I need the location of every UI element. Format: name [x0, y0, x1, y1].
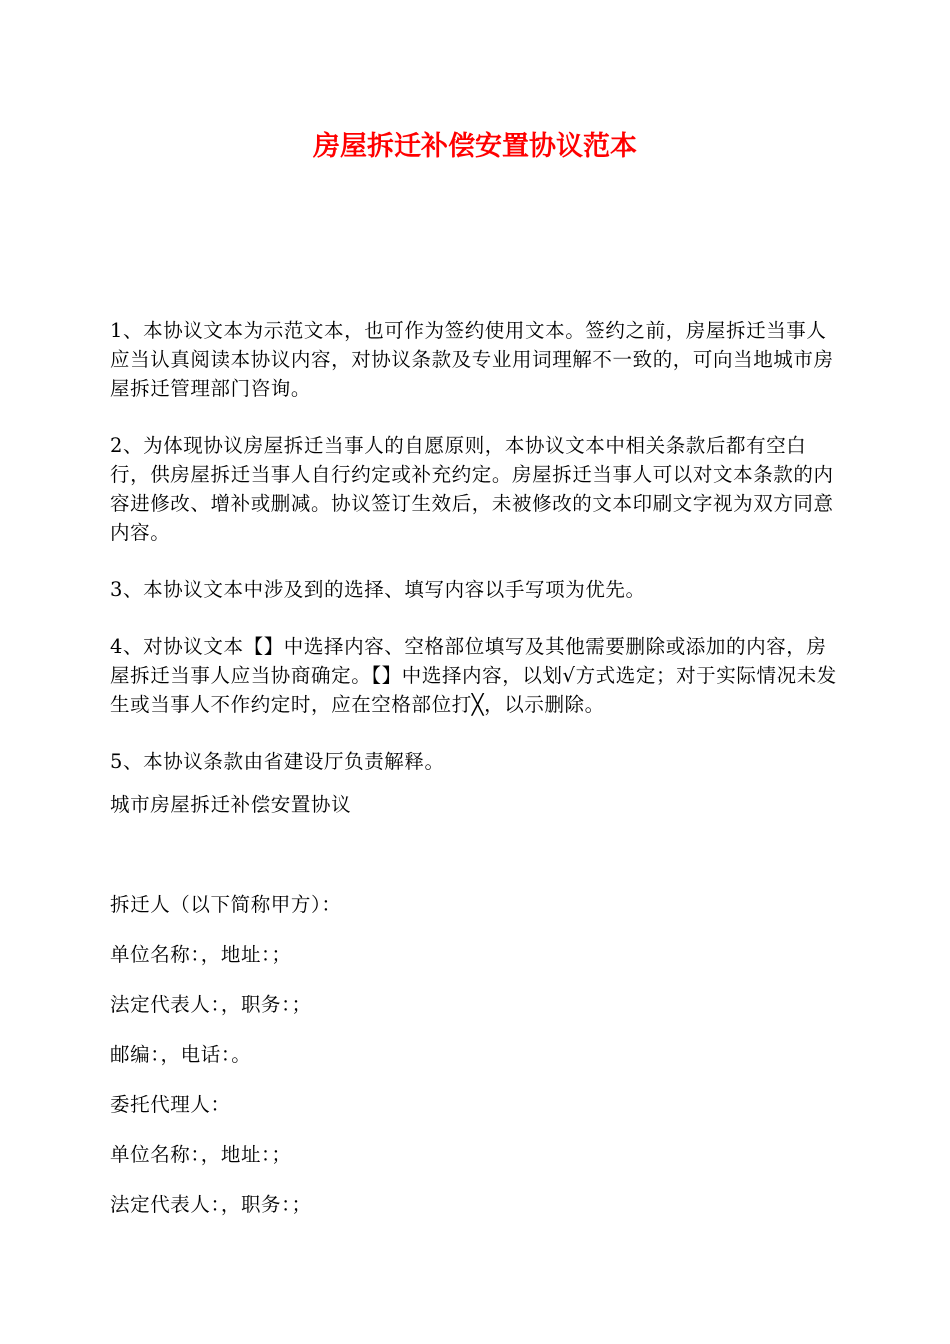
party-line: 拆迁人（以下简称甲方）：: [110, 893, 342, 916]
usage-notes: [110, 316, 840, 804]
field-line: 法定代表人：，职务：；: [110, 1193, 312, 1216]
note-item: 4、对协议文本【】中选择内容、空格部位填写及其他需要删除或添加的内容，房屋拆迁当事人应当协商确定。【】中选择内容，以划√方式选定；对于实际情况未发生或当事人不作约定时，应在空格部位打╳，以示删除。: [110, 635, 837, 716]
field-line: 单位名称：，地址：；: [110, 943, 292, 966]
field-line: 邮编：，电话：。: [110, 1043, 252, 1066]
field-line: 委托代理人：: [110, 1093, 231, 1116]
note-item: 3、本协议文本中涉及到的选择、填写内容以手写项为优先。: [110, 578, 646, 601]
field-line: 单位名称：，地址：；: [110, 1143, 292, 1166]
note-item: 2、为体现协议房屋拆迁当事人的自愿原则，本协议文本中相关条款后都有空白行，供房屋拆迁当事人自行约定或补充约定。房屋拆迁当事人可以对文本条款的内容进修改、增补或删减。协议签订生效后，未被修改的文本印刷文字视为双方同意内容。: [110, 434, 834, 544]
note-item: 1、本协议文本为示范文本，也可作为签约使用文本。签约之前，房屋拆迁当事人应当认真阅读本协议内容，对协议条款及专业用词理解不一致的，可向当地城市房屋拆迁管理部门咨询。: [110, 319, 834, 400]
note-item: 5、本协议条款由省建设厅负责解释。: [110, 750, 445, 773]
document-title: 房屋拆迁补偿安置协议范本: [313, 131, 637, 162]
agreement-heading: 城市房屋拆迁补偿安置协议: [110, 793, 352, 816]
field-line: 法定代表人：，职务：；: [110, 993, 312, 1016]
